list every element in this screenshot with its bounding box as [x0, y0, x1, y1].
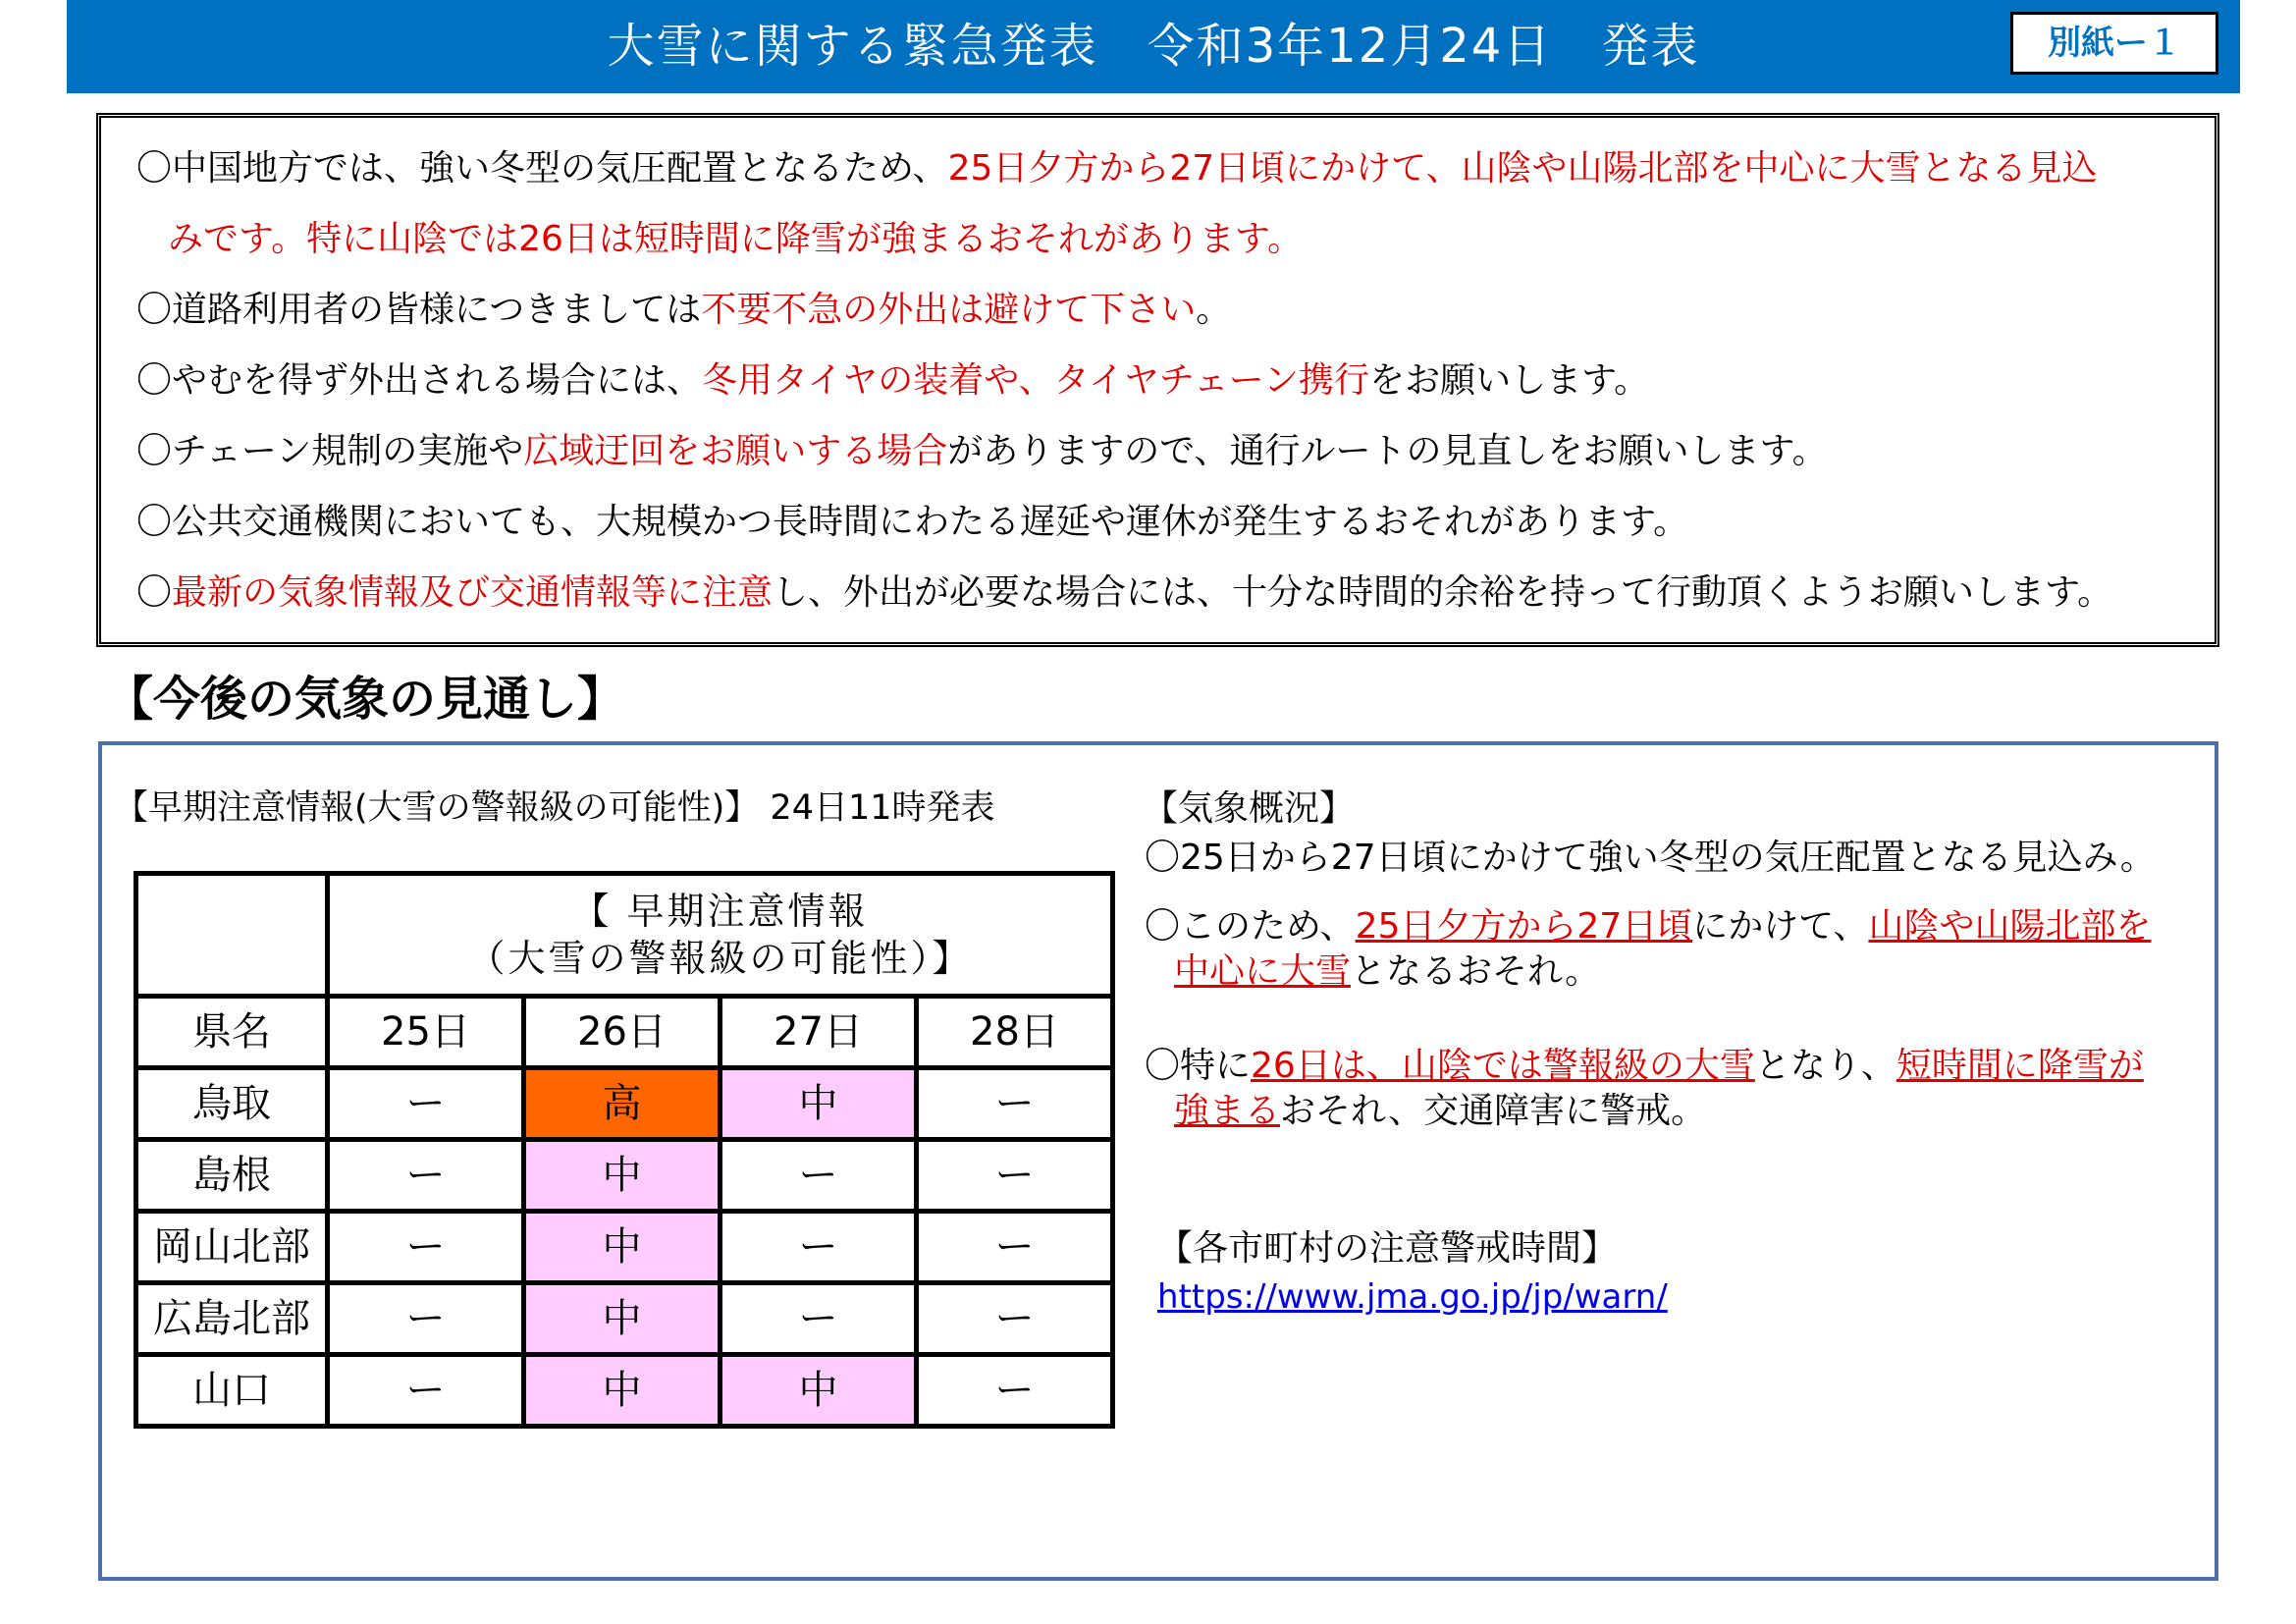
table-row [136, 1355, 1113, 1427]
outlook-heading: 【今後の気象の見通し】 [106, 672, 625, 727]
notice-text: し、外出が必要な場合には、十分な時間的余裕を持って行動頂くようお願いします。 [773, 572, 2113, 613]
column-header-day: 25日 [328, 997, 524, 1068]
notice-text: 〇中国地方では、強い冬型の気圧配置となるため、 [136, 148, 948, 189]
level-cell: ー [721, 1140, 917, 1212]
notice-box [96, 113, 2219, 647]
summary-highlight: 山陰や山陽北部を [1868, 906, 2152, 947]
pref-name: 山口 [136, 1355, 328, 1427]
summary-line-2b [1174, 949, 1600, 995]
table-header-line: （大雪の警報級の可能性）】 [467, 937, 973, 980]
header-bar [67, 0, 2240, 93]
level-cell: ー [917, 1068, 1113, 1140]
level-cell: ー [328, 1355, 524, 1427]
notice-highlight: 広域迂回をお願いする場合 [523, 431, 948, 471]
pref-name: 広島北部 [136, 1283, 328, 1355]
level-cell: 中 [524, 1212, 721, 1283]
level-cell: ー [917, 1355, 1113, 1427]
summary-highlight: 中心に大雪 [1174, 951, 1352, 992]
notice-text: 〇 [136, 572, 173, 613]
level-cell: ー [328, 1283, 524, 1355]
notice-line-1 [136, 145, 2097, 192]
notice-line-6 [136, 499, 1688, 546]
notice-highlight: 不要不急の外出は避けて下さい [701, 290, 1197, 330]
table-header-line: 【 早期注意情報 [571, 890, 869, 933]
notice-line-2 [168, 216, 1303, 263]
pref-name: 岡山北部 [136, 1212, 328, 1283]
summary-highlight: 26日は、山陰では警報級の大雪 [1251, 1046, 1755, 1086]
table-row [136, 1212, 1113, 1283]
early-warning-title: 【早期注意情報(大雪の警報級の可能性)】 24日11時発表 [114, 788, 995, 828]
table-header-cell [328, 874, 1113, 997]
level-cell: 高 [524, 1068, 721, 1140]
summary-line-3b [1174, 1089, 1706, 1134]
column-header-day: 28日 [917, 997, 1113, 1068]
outlook-panel [98, 741, 2218, 1581]
summary-text: 〇25日から27日頃にかけて強い冬型の気圧配置となる見込み。 [1145, 838, 2156, 878]
notice-line-3 [136, 287, 1231, 334]
page-title: 大雪に関する緊急発表 令和3年12月24日 発表 [607, 19, 1700, 74]
notice-text: がありますので、通行ルートの見直しをお願いします。 [947, 431, 1828, 471]
link-title: 【各市町村の注意警戒時間】 [1157, 1228, 1618, 1269]
table-header-row [136, 874, 1113, 997]
level-cell: 中 [721, 1068, 917, 1140]
level-cell: 中 [721, 1355, 917, 1427]
level-cell: ー [917, 1283, 1113, 1355]
summary-line-2 [1145, 904, 2151, 949]
level-cell: 中 [524, 1283, 721, 1355]
notice-highlight: 25日夕方から27日頃にかけて、山陰や山陽北部を中心に大雪となる見込 [947, 148, 2098, 189]
summary-highlight: 短時間に降雪が [1896, 1046, 2144, 1086]
summary-line-3 [1145, 1044, 2144, 1089]
summary-text: 〇特に [1145, 1046, 1252, 1086]
level-cell: ー [328, 1212, 524, 1283]
level-cell: ー [917, 1140, 1113, 1212]
summary-line-1 [1145, 836, 2156, 881]
attachment-badge: 別紙ー１ [2010, 12, 2218, 75]
notice-highlight: みです。特に山陰では26日は短時間に降雪が強まるおそれがあります。 [168, 219, 1304, 259]
notice-text: 。 [1196, 290, 1232, 330]
summary-text: にかけて、 [1692, 906, 1869, 947]
level-cell: ー [721, 1283, 917, 1355]
summary-highlight: 25日夕方から27日頃 [1355, 906, 1693, 947]
level-cell: 中 [524, 1355, 721, 1427]
jma-warning-link[interactable]: https://www.jma.go.jp/jp/warn/ [1157, 1277, 1668, 1317]
summary-title: 【気象概況】 [1143, 788, 1356, 829]
column-header-pref: 県名 [136, 997, 328, 1068]
notice-text: 〇公共交通機関においても、大規模かつ長時間にわたる遅延や運休が発生するおそれがあります。 [136, 502, 1689, 542]
column-header-day: 27日 [721, 997, 917, 1068]
notice-line-5 [136, 428, 1828, 475]
notice-highlight: 冬用タイヤの装着や、タイヤチェーン携行 [702, 360, 1370, 401]
summary-text: となるおそれ。 [1351, 951, 1601, 992]
table-corner-cell [136, 874, 328, 997]
level-cell: ー [328, 1140, 524, 1212]
notice-text: 〇チェーン規制の実施や [136, 431, 524, 471]
early-warning-table [133, 871, 1115, 1429]
notice-line-7 [136, 569, 2112, 617]
summary-text: おそれ、交通障害に警戒。 [1280, 1091, 1707, 1131]
level-cell: 中 [524, 1140, 721, 1212]
level-cell: ー [721, 1212, 917, 1283]
table-row [136, 1140, 1113, 1212]
notice-line-4 [136, 357, 1649, 405]
notice-highlight: 最新の気象情報及び交通情報等に注意 [172, 572, 774, 613]
notice-text: をお願いします。 [1369, 360, 1650, 401]
table-row [136, 1283, 1113, 1355]
table-row [136, 1068, 1113, 1140]
summary-text: となり、 [1754, 1046, 1896, 1086]
notice-text: 〇やむを得ず外出される場合には、 [136, 360, 703, 401]
level-cell: ー [917, 1212, 1113, 1283]
table-day-row [136, 997, 1113, 1068]
level-cell: ー [328, 1068, 524, 1140]
pref-name: 島根 [136, 1140, 328, 1212]
column-header-day: 26日 [524, 997, 721, 1068]
summary-highlight: 強まる [1174, 1091, 1281, 1131]
summary-text: 〇このため、 [1145, 906, 1356, 947]
notice-text: 〇道路利用者の皆様につきましては [136, 290, 702, 330]
pref-name: 鳥取 [136, 1068, 328, 1140]
